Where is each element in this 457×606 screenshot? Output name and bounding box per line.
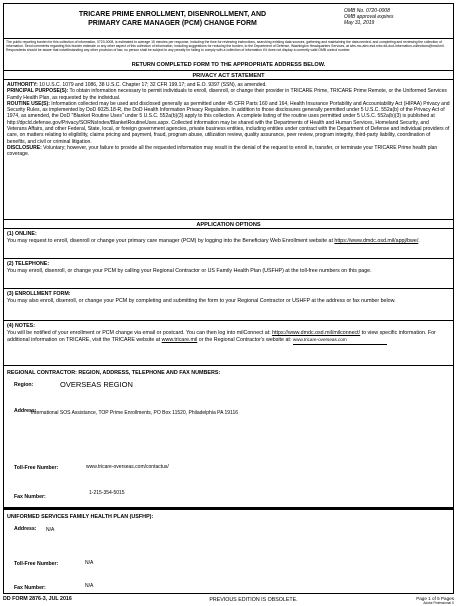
form-label: (3) ENROLLMENT FORM: [7,291,71,297]
phone-text: You may enroll, disenroll, or change your PCM by calling your Regional Contractor or US Family Health Plan (USFHP) at the toll-free numbers on this page. [7,267,372,274]
online-label: (1) ONLINE: [7,231,37,237]
omb-date: May 31, 2019 [344,20,375,26]
region-value[interactable]: OVERSEAS REGION [60,380,133,389]
usfhp-address-label: Address: [14,526,37,532]
regional-title: REGIONAL CONTRACTOR: REGION, ADDRESS, TELEPHONE AND FAX NUMBERS: [7,370,221,376]
notes-text1: You will be notified of your enrollment or PCM change via email or postcard. You can then log into milConnect at: [7,329,271,336]
option-telephone [3,259,454,289]
purpose-text: To obtain information necessary to permit individuals to enroll, disenroll, or change their provider in TRICARE Prime, TRICARE Prime Remote, or the Uniformed Services Family Health Plan, as requested by the individual. [7,88,447,101]
form-footer [3,596,454,606]
return-instruction: RETURN COMPLETED FORM TO THE APPROPRIATE ADDRESS BELOW. [3,60,454,70]
region-label: Region: [14,382,34,388]
omb-number: OMB No. 0720-0008 [344,8,390,14]
form-title [4,4,341,38]
form-text: You may also enroll, disenroll, or change your PCM by completing and submitting the form to your Regional Contractor or USHFP at the address or fax number below. [7,297,396,304]
tricare-link[interactable]: www.tricare.mil [161,336,198,343]
options-heading: APPLICATION OPTIONS [3,219,454,229]
authority-text: 10 U.S.C. 1079 and 1086, 38 U.S.C. Chapter 17; 32 CFR 199.17; and E.O. 9397 (SSN), as amended. [37,82,267,88]
notes-text3: or the Regional Contractor's website at: [197,336,292,343]
contractor-website-field[interactable]: www.tricare-overseas.com [293,337,387,345]
phone-label: (2) TELEPHONE: [7,261,50,267]
usfhp-tollfree-label: Toll-Free Number: [14,561,59,567]
disclosure-text: Voluntary; however, your failure to provide all the requested information may result in the denial of the request to enroll in, transfer, or terminate your TRICARE Prime health plan coverage. [7,144,438,158]
online-text: You may request to enroll, disenroll or change your primary care manager (PCM) by logging into the Beneficiary Web Enrollment website at [7,237,335,244]
form-page [3,3,454,606]
usfhp-fax-label: Fax Number: [14,585,46,591]
obsolete-note: PREVIOUS EDITION IS OBSOLETE. [209,597,298,603]
option-notes [3,321,454,366]
privacy-statement [3,80,454,219]
routine-label: ROUTINE USE(S): [7,100,50,107]
usfhp-address-value[interactable]: N/A [46,527,55,533]
privacy-heading: PRIVACY ACT STATEMENT [3,70,454,80]
regional-contractor-section [3,366,454,508]
fax-value[interactable]: 1-215-354-5015 [89,490,125,496]
purpose-label: PRINCIPAL PURPOSE(S): [7,88,69,95]
bwe-link[interactable]: https://www.dmdc.osd.mil/appj/bwe/ [334,237,419,244]
page-count: Page 1 of 5 Pages [416,596,454,601]
form-title-line1: TRICARE PRIME ENROLLMENT, DISENROLLMENT, AND [78,11,267,18]
online-end: . [418,237,420,244]
usfhp-fax-value[interactable]: N/A [85,583,94,589]
form-id: DD FORM 2876-3, JUL 2016 [3,596,72,602]
option-online [3,229,454,259]
usfhp-title: UNIFORMED SERVICES FAMILY HEALTH PLAN (USFHP): [7,514,154,520]
address-value[interactable]: International SOS Assistance, TOP Prime Enrollments, PO Box 11520, Philadelphia PA 19116 [31,410,239,416]
usfhp-tollfree-value[interactable]: N/A [85,560,94,566]
form-title-line2: PRIMARY CARE MANAGER (PCM) CHANGE FORM [88,20,257,27]
tollfree-label: Toll-Free Number: [14,465,59,471]
burden-statement: The public reporting burden for this collection of information, 0720-0008, is estimated to average 15 minutes per response, including the time for reviewing instructions, searching existing data sources, gathering and maintaining the data needed, and completing and reviewing the collection of information. Send comments regarding this burden estimate or any other aspect of this collection of information, including suggestions for reducing the burden, to the Department of Defense, Washington Headquarters Services, at whs.mc-alex.esd.mbx.dd-dod-information-collections@mail.mil. Respondents should be aware that notwithstanding any other provision of law, no person shall be subject to any penalty for failing to comply with a collection of information if it does not display a currently valid OMB control number. [3,39,454,60]
page-info [354,596,454,606]
tollfree-value[interactable]: www.tricare-overseas.com/contactus/ [86,464,169,470]
fax-label: Fax Number: [14,494,46,500]
address-label: Address: [14,408,37,414]
milconnect-link[interactable]: https://www.dmdc.osd.mil/milconnect/ [272,329,361,336]
notes-label: (4) NOTES: [7,323,35,329]
disclosure-label: DISCLOSURE: [7,144,42,151]
usfhp-section [3,508,454,594]
notes-text2: to view specific information. For additional information on TRICARE, visit the TRICARE website at [7,329,436,343]
option-enrollment-form [3,289,454,321]
omb-status: OMB approval expires [344,14,394,20]
authority-label: AUTHORITY: [7,82,38,88]
form-header [3,3,454,39]
routine-text: Information collected may be used and disclosed generally as permitted under 45 CFR Parts 160 and 164, Health Insurance Portability and Accountability Act (HIPAA) Privacy and Security Rules, as implemented by DoD 6025.18-R, the DoD Health Information Privacy Regulation. In addition to those disclosures generally permitted under 5 U.S.C. 552a(b) of the Privacy Act of 1974, as amended, the DoD "Blanket Routine Uses" under 5 U.S.C. 552a(b)(3) apply to this collection. A complete listing of the routine uses permitted under 5 U.S.C. 552a(b)(3) is published at http://dpcld.defense.gov/Privacy/SORNsIndex/BlanketRoutineUses.aspx. Collected information may be shared with the Departments of Health and Human Services, Homeland Security, and Veterans Affairs, and other Federal, State, local, or foreign government agencies, private business entities, including entities under contract with the Department of Defense and individual providers of care, on matters relating to eligibility, claims pricing and payment, fraud, program abuse, utilization review, quality assurance, peer review, program integrity, third-party liability, coordination of benefits, and civil or criminal litigation. [7,100,450,145]
omb-block [341,4,453,38]
software-note: Adobe Professional X [423,601,454,605]
